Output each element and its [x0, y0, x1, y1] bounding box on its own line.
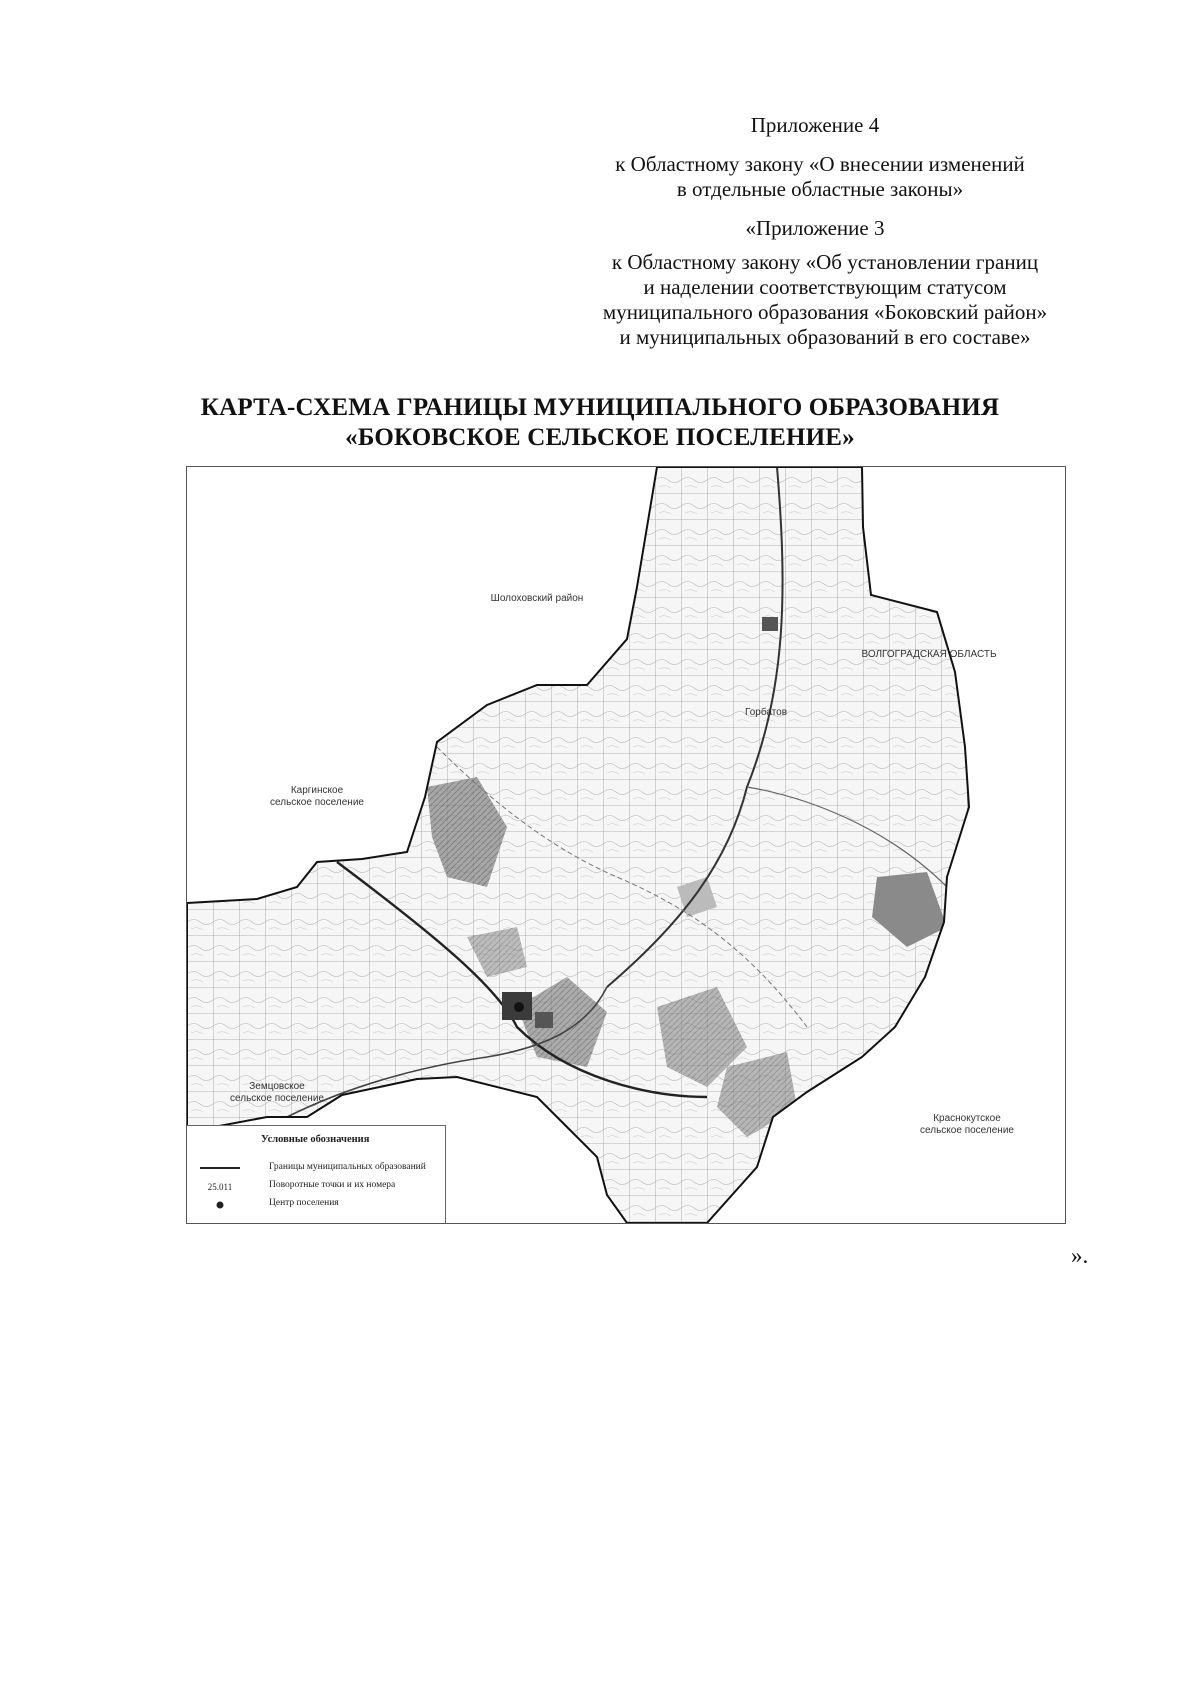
label-karginskoe-line-2: сельское поселение — [270, 797, 364, 808]
map-scheme — [186, 466, 1066, 1224]
appendix-4-ref-line-1: к Областному закону «О внесении изменений — [615, 152, 1025, 176]
label-zemtsovskoe — [217, 1081, 337, 1105]
closing-quote: ». — [1071, 1243, 1089, 1268]
appendix-3-heading: «Приложение 3 — [745, 216, 885, 240]
map-legend — [187, 1125, 446, 1224]
appendix-3-ref-line-4: и муниципальных образований в его составе» — [619, 325, 1031, 349]
map-drawing — [187, 467, 1065, 1223]
label-sholokhovsky-district: Шолоховский район — [490, 593, 584, 604]
settlement-center-icon — [195, 1200, 245, 1212]
legend-boundary-text: Границы муниципальных образований — [269, 1162, 426, 1172]
document-title-line-1: КАРТА-СХЕМА ГРАНИЦЫ МУНИЦИПАЛЬНОГО ОБРАЗОВАНИЯ — [200, 394, 1000, 421]
legend-points-text: Поворотные точки и их номера — [269, 1180, 396, 1190]
appendix-4-reference — [560, 152, 1080, 202]
settlement-center-marker — [514, 1002, 524, 1012]
appendix-4-ref-line-2: в отдельные областные законы» — [676, 177, 964, 201]
legend-row-points — [195, 1180, 443, 1194]
legend-center-text: Центр поселения — [269, 1198, 339, 1208]
legend-row-center — [195, 1198, 443, 1212]
boundary-line-symbol — [195, 1164, 245, 1174]
label-zemtsovskoe-line-2: сельское поселение — [230, 1093, 324, 1104]
legend-points-symbol: 25.011 — [207, 1182, 233, 1192]
label-volgograd-region: ВОЛГОГРАДСКАЯ ОБЛАСТЬ — [861, 649, 997, 660]
label-karginskoe-line-1: Каргинское — [290, 785, 344, 796]
label-karginskoe — [257, 785, 377, 809]
appendix-3-ref-line-2: и наделении соответствующим статусом — [643, 275, 1007, 299]
appendix-3-ref-line-3: муниципального образования «Боковский район» — [602, 300, 1048, 324]
appendix-3-ref-line-1: к Областному закону «Об установлении границ — [611, 250, 1039, 274]
legend-title: Условные обозначения — [261, 1134, 370, 1145]
label-krasnokutskoe-line-2: сельское поселение — [920, 1125, 1014, 1136]
label-zemtsovskoe-line-1: Земцовское — [249, 1081, 305, 1092]
appendix-4-heading: Приложение 4 — [750, 113, 880, 137]
document-title — [100, 393, 1100, 453]
label-krasnokutskoe-line-1: Краснокутское — [933, 1113, 1001, 1124]
label-gorbatov: Горбатов — [745, 707, 788, 718]
appendix-3-reference — [545, 250, 1105, 350]
legend-row-boundary — [195, 1162, 443, 1176]
document-title-line-2: «БОКОВСКОЕ СЕЛЬСКОЕ ПОСЕЛЕНИЕ» — [345, 424, 855, 451]
label-krasnokutskoe — [907, 1113, 1027, 1137]
